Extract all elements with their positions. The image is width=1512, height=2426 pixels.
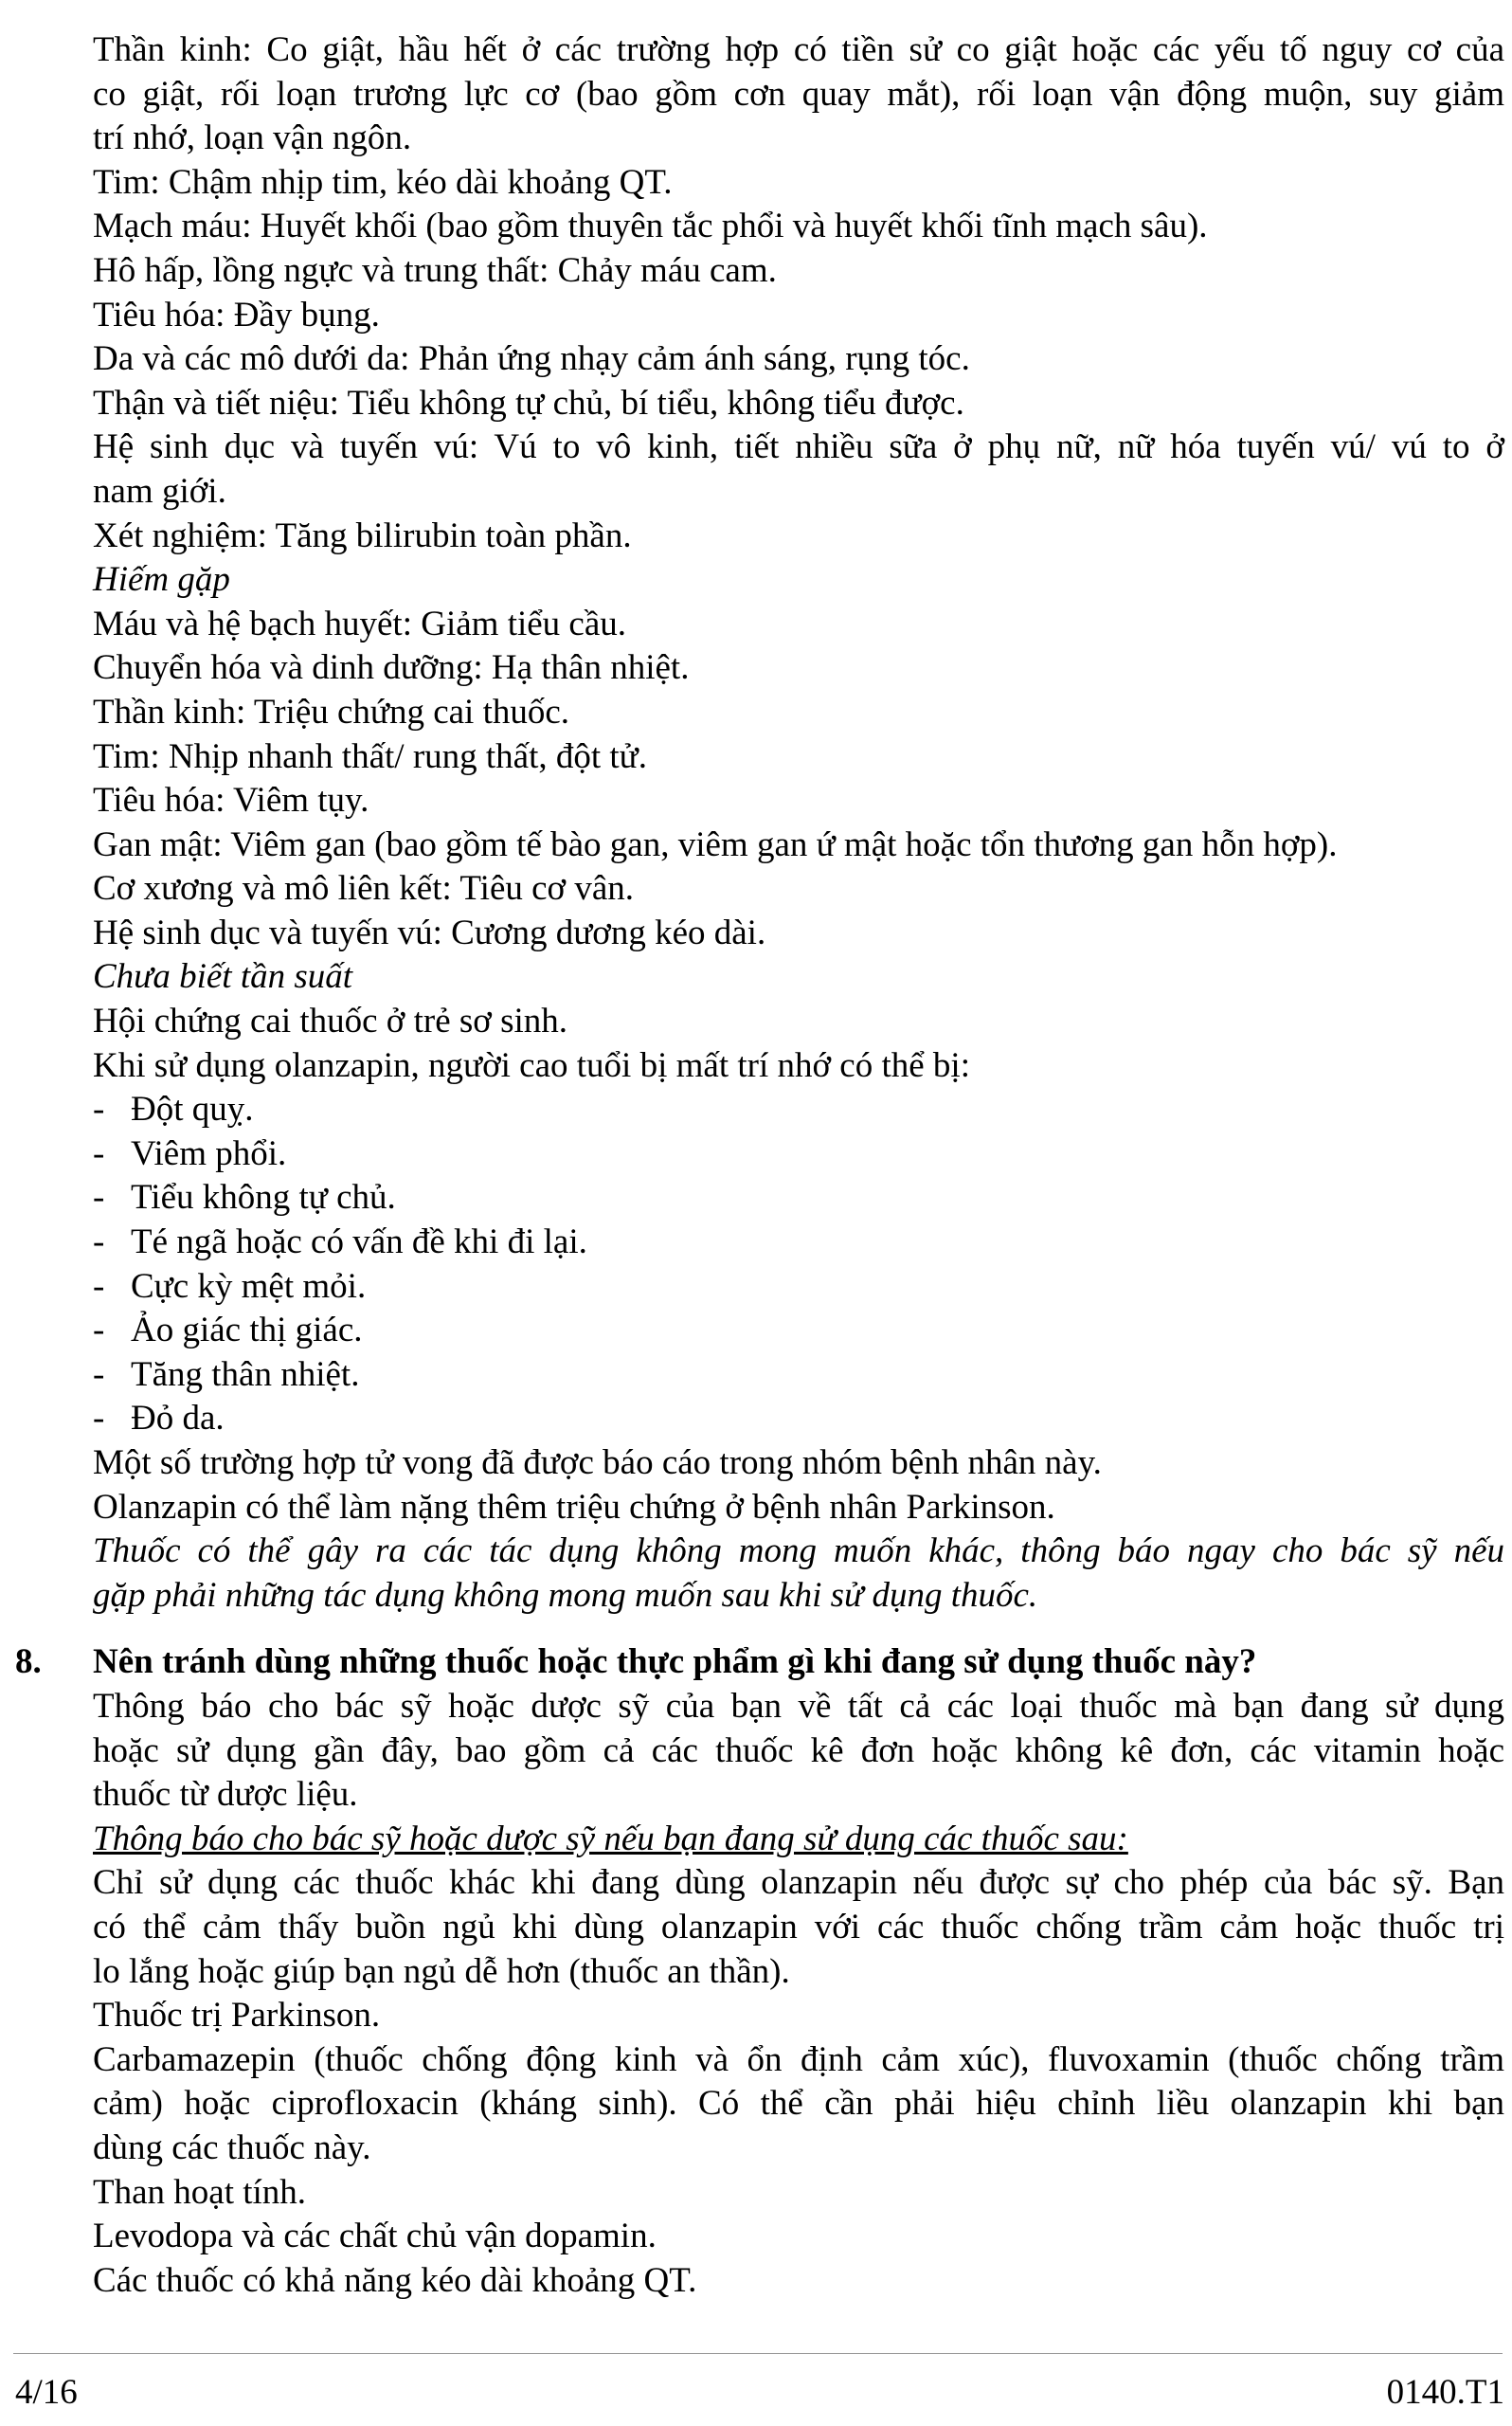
text-line: Thần kinh: Co giật, hầu hết ở các trường hợp có tiền sử co giật hoặc các yếu tố nguy cơ của	[93, 30, 1504, 69]
warning-line: Thuốc có thể gây ra các tác dụng không mong muốn khác, thông báo ngay cho bác sỹ nếu	[93, 1531, 1504, 1571]
list-item	[93, 1088, 1504, 1132]
text-line: Máu và hệ bạch huyết: Giảm tiểu cầu.	[93, 604, 627, 643]
text-line: Chuyển hóa và dinh dưỡng: Hạ thân nhiệt.	[93, 648, 690, 688]
text-line: Chỉ sử dụng các thuốc khác khi đang dùng olanzapin nếu được sự cho phép của bác sỹ. Bạn	[93, 1863, 1504, 1903]
text-line: Gan mật: Viêm gan (bao gồm tế bào gan, viêm gan ứ mật hoặc tổn thương gan hỗn hợp).	[93, 824, 1338, 864]
list-item-text: Cực kỳ mệt mỏi.	[131, 1266, 367, 1306]
section-title: Nên tránh dùng những thuốc hoặc thực phẩm gì khi đang sử dụng thuốc này?	[93, 1642, 1257, 1682]
text-line: hoặc sử dụng gần đây, bao gồm cả các thuốc kê đơn hoặc không kê đơn, các vitamin hoặc	[93, 1730, 1504, 1770]
list-item	[93, 1265, 1504, 1310]
list-item	[93, 1132, 1504, 1177]
list-item-text: Đỏ da.	[131, 1399, 225, 1439]
text-line: Levodopa và các chất chủ vận dopamin.	[93, 2217, 657, 2256]
text-line: Tiêu hóa: Viêm tụy.	[93, 781, 369, 821]
dash-bullet: -	[93, 1266, 105, 1306]
dash-bullet: -	[93, 1399, 105, 1439]
dash-bullet: -	[93, 1222, 105, 1262]
text-line: co giật, rối loạn trương lực cơ (bao gồm cơn quay mắt), rối loạn vận động muộn, suy giảm	[93, 74, 1504, 114]
notice-heading: Thông báo cho bác sỹ hoặc dược sỹ nếu bạn đang sử dụng các thuốc sau:	[93, 1819, 1128, 1858]
text-line: Thận và tiết niệu: Tiểu không tự chủ, bí tiểu, không tiểu được.	[93, 383, 964, 423]
frequency-heading-unknown: Chưa biết tần suất	[93, 957, 353, 997]
text-line: Tim: Chậm nhịp tim, kéo dài khoảng QT.	[93, 162, 673, 202]
text-line: Khi sử dụng olanzapin, người cao tuổi bị mất trí nhớ có thể bị:	[93, 1045, 970, 1085]
list-item-text: Té ngã hoặc có vấn đề khi đi lại.	[131, 1222, 587, 1262]
text-line: Tiêu hóa: Đầy bụng.	[93, 295, 380, 335]
dash-bullet: -	[93, 1133, 105, 1173]
list-item	[93, 1397, 1504, 1441]
dash-bullet: -	[93, 1311, 105, 1350]
text-line: Da và các mô dưới da: Phản ứng nhạy cảm ánh sáng, rụng tóc.	[93, 339, 970, 379]
text-line: Mạch máu: Huyết khối (bao gồm thuyên tắc phổi và huyết khối tĩnh mạch sâu).	[93, 207, 1208, 246]
document-code: 0140.T1	[1386, 2373, 1504, 2412]
elderly-risk-list	[93, 1088, 1504, 1441]
text-line: lo lắng hoặc giúp bạn ngủ dễ hơn (thuốc an thần).	[93, 1951, 790, 1991]
text-line: cảm) hoặc ciprofloxacin (kháng sinh). Có thể cần phải hiệu chỉnh liều olanzapin khi bạn	[93, 2084, 1504, 2124]
dash-bullet: -	[93, 1090, 105, 1130]
list-item	[93, 1221, 1504, 1265]
list-item-text: Ảo giác thị giác.	[131, 1311, 363, 1350]
document-body	[15, 28, 1504, 2303]
footer-divider	[13, 2353, 1503, 2354]
text-line: Hệ sinh dục và tuyến vú: Vú to vô kinh, tiết nhiều sữa ở phụ nữ, nữ hóa tuyến vú/ vú to ở	[93, 427, 1504, 467]
list-item-text: Đột quỵ.	[131, 1090, 254, 1130]
text-line: Than hoạt tính.	[93, 2172, 307, 2212]
text-line: Thuốc trị Parkinson.	[93, 1996, 381, 2036]
text-line: Một số trường hợp tử vong đã được báo cáo trong nhóm bệnh nhân này.	[93, 1443, 1102, 1482]
page-number: 4/16	[15, 2373, 78, 2412]
text-line: dùng các thuốc này.	[93, 2127, 371, 2167]
list-item-text: Tăng thân nhiệt.	[131, 1354, 360, 1394]
list-item	[93, 1309, 1504, 1353]
text-line: Carbamazepin (thuốc chống động kinh và ổn định cảm xúc), fluvoxamin (thuốc chống trầm	[93, 2039, 1504, 2079]
text-line: Hội chứng cai thuốc ở trẻ sơ sinh.	[93, 1002, 568, 1041]
dash-bullet: -	[93, 1354, 105, 1394]
text-line: Các thuốc có khả năng kéo dài khoảng QT.	[93, 2260, 697, 2300]
list-item	[93, 1176, 1504, 1221]
list-item	[93, 1353, 1504, 1398]
text-line: trí nhớ, loạn vận ngôn.	[93, 118, 412, 158]
text-line: Tim: Nhịp nhanh thất/ rung thất, đột tử.	[93, 736, 647, 776]
section-8-heading	[15, 1640, 1504, 1685]
list-item-text: Viêm phổi.	[131, 1133, 287, 1173]
frequency-heading-rare: Hiếm gặp	[93, 560, 230, 600]
text-line: có thể cảm thấy buồn ngủ khi dùng olanzapin với các thuốc chống trầm cảm hoặc thuốc trị	[93, 1907, 1504, 1946]
text-line: Cơ xương và mô liên kết: Tiêu cơ vân.	[93, 869, 635, 909]
text-line: nam giới.	[93, 471, 226, 511]
text-line: Olanzapin có thể làm nặng thêm triệu chứng ở bệnh nhân Parkinson.	[93, 1487, 1055, 1527]
section-spacer	[93, 1618, 1504, 1640]
text-line: Thần kinh: Triệu chứng cai thuốc.	[93, 692, 570, 732]
text-line: Xét nghiệm: Tăng bilirubin toàn phần.	[93, 516, 632, 555]
dash-bullet: -	[93, 1178, 105, 1218]
text-line: Thông báo cho bác sỹ hoặc dược sỹ của bạn về tất cả các loại thuốc mà bạn đang sử dụng	[93, 1686, 1504, 1726]
warning-line: gặp phải những tác dụng không mong muốn sau khi sử dụng thuốc.	[93, 1575, 1038, 1615]
list-item-text: Tiểu không tự chủ.	[131, 1178, 396, 1218]
text-line: thuốc từ dược liệu.	[93, 1775, 358, 1815]
section-number: 8.	[15, 1642, 42, 1682]
text-line: Hô hấp, lồng ngực và trung thất: Chảy máu cam.	[93, 250, 777, 290]
text-line: Hệ sinh dục và tuyến vú: Cương dương kéo dài.	[93, 913, 766, 952]
